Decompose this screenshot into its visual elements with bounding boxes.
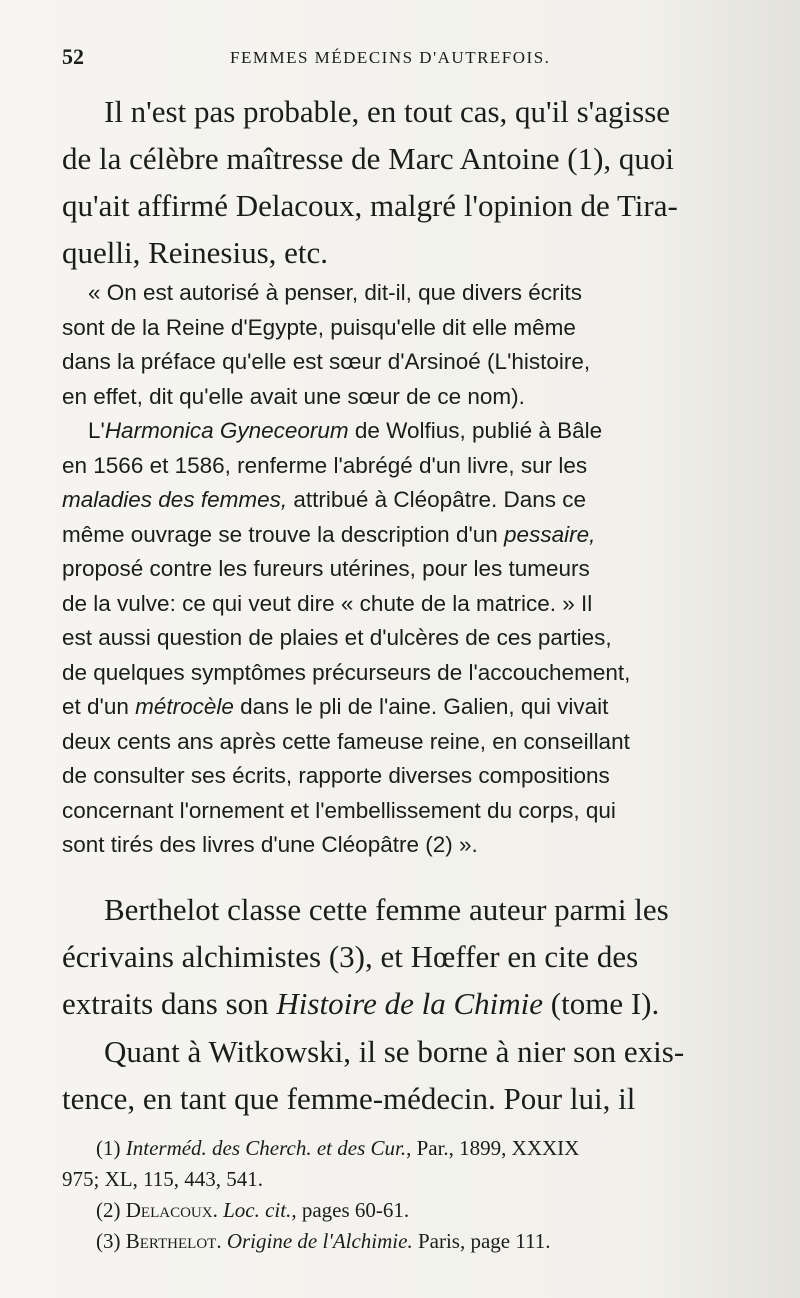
page-number: 52 bbox=[62, 44, 84, 69]
text-line: est aussi question de plaies et d'ulcères de ces parties, bbox=[62, 625, 612, 650]
footnote-1 bbox=[62, 1133, 754, 1164]
footnote-text: Paris, page 111. bbox=[412, 1229, 551, 1253]
text-fragment: (tome I). bbox=[543, 986, 660, 1021]
text-fragment: de Wolfius, publié à Bâle bbox=[348, 418, 603, 443]
footnote-author: Delacoux. bbox=[125, 1198, 218, 1222]
footnote-marker: (1) bbox=[96, 1136, 126, 1160]
paragraph-1 bbox=[62, 88, 754, 276]
text-line: quelli, Reinesius, etc. bbox=[62, 235, 329, 270]
text-fragment: même ouvrage se trouve la description d'un bbox=[62, 521, 505, 547]
page-header bbox=[62, 44, 752, 74]
text-line: tence, en tant que femme-médecin. Pour lui, il bbox=[62, 1081, 636, 1116]
text-line: proposé contre les fureurs utérines, pour les tumeurs bbox=[62, 556, 590, 581]
footnote-source: Interméd. des Cherch. et des Cur. bbox=[125, 1136, 407, 1160]
text-line: dans la préface qu'elle est sœur d'Arsinoé (L'histoire, bbox=[62, 349, 591, 374]
paragraph-3 bbox=[62, 1028, 754, 1122]
italic-term: métrocèle bbox=[135, 694, 234, 719]
text-line: concernant l'ornement et l'embellissement du corps, qui bbox=[62, 797, 616, 823]
footnote-3 bbox=[62, 1226, 754, 1257]
footnote-marker: (2) bbox=[96, 1198, 126, 1222]
book-title: Harmonica Gyneceorum bbox=[104, 418, 349, 443]
footnote-text: , Par., 1899, XXXIX bbox=[406, 1136, 580, 1160]
text-fragment: attribué à Cléopâtre. Dans ce bbox=[287, 487, 587, 512]
footnotes bbox=[62, 1133, 754, 1257]
text-fragment: dans le pli de l'aine. Galien, qui vivait bbox=[233, 694, 609, 719]
text-line: de quelques symptômes précurseurs de l'accouchement, bbox=[62, 659, 631, 685]
text-line: en 1566 et 1586, renferme l'abrégé d'un livre, sur les bbox=[62, 452, 588, 478]
text-line bbox=[62, 690, 754, 725]
text-line bbox=[62, 980, 754, 1027]
text-line: en effet, dit qu'elle avait une sœur de ce nom). bbox=[62, 383, 525, 409]
running-title: FEMMES MÉDECINS D'AUTREFOIS. bbox=[230, 48, 551, 67]
text-line: deux cents ans après cette fameuse reine, en conseillant bbox=[62, 728, 630, 754]
text-line: Quant à Witkowski, il se borne à nier son exis- bbox=[104, 1034, 685, 1069]
text-line: de consulter ses écrits, rapporte diverses compositions bbox=[62, 763, 610, 788]
footnote-author: Berthelot. bbox=[125, 1229, 222, 1253]
text-fragment: L' bbox=[88, 418, 105, 443]
footnote-1-continued: 975; XL, 115, 443, 541. bbox=[62, 1167, 264, 1191]
paragraph-2 bbox=[62, 886, 754, 1027]
footnote-text: , pages 60-61. bbox=[291, 1198, 410, 1222]
footnote-2 bbox=[62, 1195, 754, 1226]
quoted-passage bbox=[62, 276, 754, 863]
text-line: Berthelot classe cette femme auteur parmi les bbox=[104, 892, 669, 927]
text-line bbox=[62, 414, 754, 449]
footnote-marker: (3) bbox=[96, 1229, 126, 1253]
text-line: sont de la Reine d'Egypte, puisqu'elle dit elle même bbox=[62, 314, 576, 340]
text-fragment: et d'un bbox=[62, 694, 136, 719]
text-line: Il n'est pas probable, en tout cas, qu'il s'agisse bbox=[104, 94, 671, 129]
text-line: de la célèbre maîtresse de Marc Antoine (1), quoi bbox=[62, 141, 675, 176]
text-line bbox=[62, 483, 754, 518]
text-line: écrivains alchimistes (3), et Hœffer en cite des bbox=[62, 939, 639, 974]
text-line: sont tirés des livres d'une Cléopâtre (2) ». bbox=[62, 832, 478, 857]
footnote-source: Loc. cit. bbox=[217, 1198, 292, 1222]
text-line: qu'ait affirmé Delacoux, malgré l'opinion de Tira- bbox=[62, 188, 678, 223]
text-line bbox=[62, 518, 754, 553]
book-title: Histoire de la Chimie bbox=[276, 986, 544, 1021]
italic-term: pessaire, bbox=[504, 521, 596, 547]
text-line: de la vulve: ce qui veut dire « chute de la matrice. » Il bbox=[62, 590, 593, 616]
text-fragment: extraits dans son bbox=[62, 986, 277, 1021]
text-line: « On est autorisé à penser, dit-il, que divers écrits bbox=[88, 280, 582, 305]
footnote-source: Origine de l'Alchimie. bbox=[221, 1229, 413, 1253]
italic-term: maladies des femmes, bbox=[62, 487, 288, 512]
